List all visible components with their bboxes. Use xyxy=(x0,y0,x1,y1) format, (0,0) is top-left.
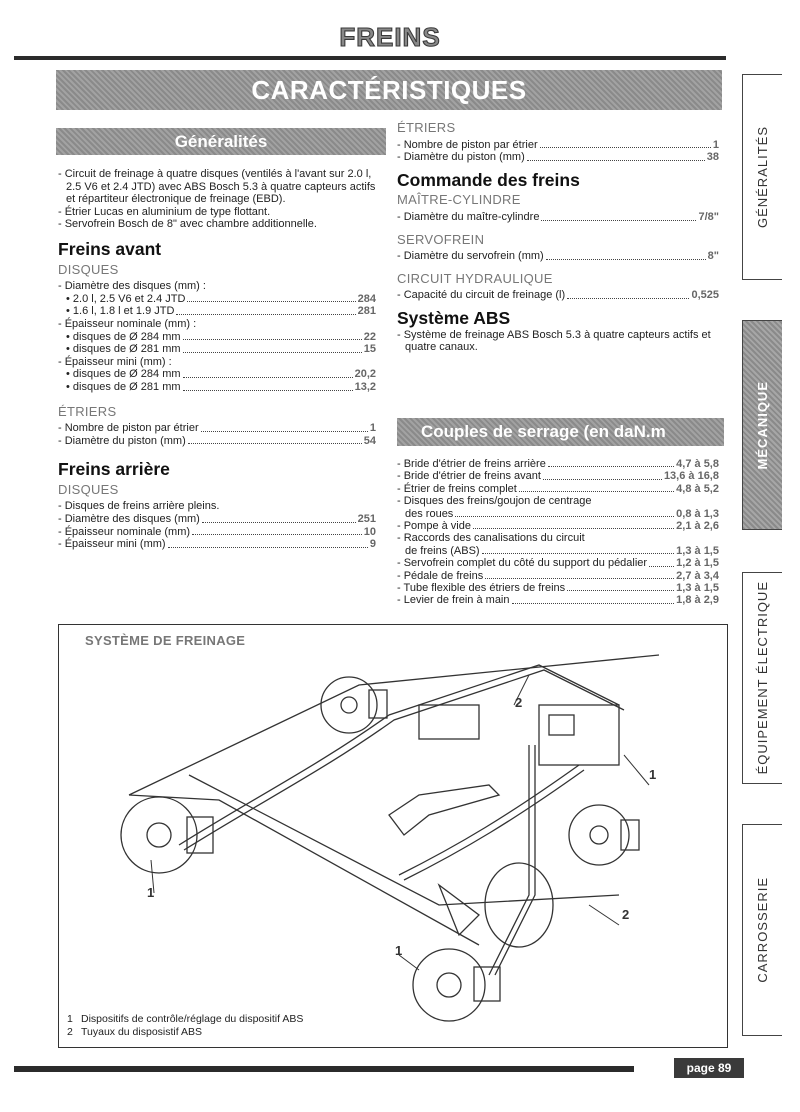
dot-leader xyxy=(168,547,368,548)
rear-right-caliper xyxy=(621,820,639,850)
spec-row xyxy=(397,594,719,606)
spec-value: 1,3 à 1,5 xyxy=(676,582,719,595)
dot-leader xyxy=(527,160,705,161)
legend-item: 2 Tuyaux du disposistif ABS xyxy=(67,1026,203,1038)
freins-arriere-heading: Freins arrière xyxy=(58,459,170,480)
abs-heading: Système ABS xyxy=(397,307,511,328)
spec-label: - Épaisseur mini (mm) xyxy=(58,538,166,551)
dot-leader xyxy=(548,466,674,467)
characteristics-banner: CARACTÉRISTIQUES xyxy=(56,70,722,110)
spec-row xyxy=(397,470,719,482)
dot-leader xyxy=(201,431,368,432)
spec-value: 20,2 xyxy=(354,368,376,381)
dot-leader xyxy=(473,528,674,529)
tab-label: MÉCANIQUE xyxy=(755,380,770,470)
page-number: page 89 xyxy=(674,1058,744,1078)
spec-value: 9 xyxy=(369,538,376,551)
spec-row xyxy=(397,570,719,582)
spec-label: - Bride d'étrier de freins arrière xyxy=(397,458,546,470)
maitre-cylindre-heading: MAÎTRE-CYLINDRE xyxy=(397,192,521,208)
spec-row xyxy=(397,545,719,557)
spec-label: • 2.0 l, 2.5 V6 et 2.4 JTD xyxy=(66,292,186,305)
rear-right-disc xyxy=(569,805,629,865)
dot-leader xyxy=(183,390,353,391)
spec-value: 38 xyxy=(706,151,719,164)
spec-row xyxy=(58,343,376,356)
generalites-item: - Servofrein Bosch de 8" avec chambre additionnelle. xyxy=(58,218,317,231)
freins-arriere-disques-list xyxy=(58,500,376,550)
freins-arriere-disques-heading: DISQUES xyxy=(58,481,119,497)
spec-row xyxy=(397,532,719,544)
spec-row xyxy=(58,305,376,318)
spec-value: 281 xyxy=(357,305,376,318)
commande-heading: Commande des freins xyxy=(397,169,580,190)
spec-label: - Bride d'étrier de freins avant xyxy=(397,470,541,483)
spec-label: • disques de Ø 281 mm xyxy=(66,343,181,356)
spec-value: 1 xyxy=(369,422,376,435)
dot-leader xyxy=(567,298,689,299)
spec-row xyxy=(58,280,376,293)
right-column xyxy=(397,122,719,354)
dot-leader xyxy=(482,553,675,554)
tab-label: CARROSSERIE xyxy=(755,877,770,983)
spec-row xyxy=(397,458,719,470)
dot-leader xyxy=(188,443,362,444)
dot-leader xyxy=(176,314,355,315)
spec-value: 4,8 à 5,2 xyxy=(676,482,719,495)
tab-equipement-electrique[interactable] xyxy=(742,572,782,784)
spec-value: 15 xyxy=(363,343,376,356)
brake-pedal xyxy=(439,885,479,935)
circuit-list xyxy=(397,289,719,302)
callout-label: 2 xyxy=(515,695,523,710)
tab-label: GÉNÉRALITÉS xyxy=(755,125,770,229)
legend-item: 1 Dispositifs de contrôle/réglage du dispositif ABS xyxy=(67,1013,304,1025)
dot-leader xyxy=(567,590,674,591)
figure-legend xyxy=(67,1013,303,1039)
spec-row xyxy=(58,513,376,526)
dot-leader xyxy=(183,352,362,353)
dot-leader xyxy=(183,339,362,340)
arriere-etriers-heading: ÉTRIERS xyxy=(397,120,456,135)
dot-leader xyxy=(519,491,674,492)
spec-label: - Étrier de freins complet xyxy=(397,482,517,495)
spec-row xyxy=(397,520,719,532)
left-column xyxy=(58,168,376,551)
spec-row xyxy=(58,381,376,394)
spec-value: 2,7 à 3,4 xyxy=(676,569,719,582)
spec-row xyxy=(58,500,376,513)
tab-generalites[interactable] xyxy=(742,74,782,280)
generalites-item: - Circuit de freinage à quatre disques (ventilés à l'avant sur 2.0 l, 2.5 V6 et 2.4 JTD) avec ABS Bosch 5.3 à quatre capteurs actifs et répartiteur électronique de freinage (EBD). xyxy=(58,168,376,206)
dot-leader xyxy=(540,147,711,148)
spec-row xyxy=(58,356,376,369)
spec-value: 1 xyxy=(712,138,719,151)
spec-row xyxy=(397,139,719,152)
spec-value: 22 xyxy=(363,330,376,343)
spec-row xyxy=(397,483,719,495)
spec-label: - Diamètre des disques (mm) xyxy=(58,513,200,526)
dot-leader xyxy=(543,479,662,480)
maitre-cylindre-list xyxy=(397,211,719,224)
brake-system-diagram xyxy=(59,645,727,1025)
spec-label: - Diamètre du piston (mm) xyxy=(397,151,525,164)
spec-label: - Servofrein complet du côté du support du pédalier xyxy=(397,557,648,570)
spec-label: de freins (ABS) xyxy=(405,544,480,557)
spec-value: 4,7 à 5,8 xyxy=(676,458,719,470)
dot-leader xyxy=(202,522,356,523)
callout-label: 1 xyxy=(649,767,657,782)
tab-label: ÉQUIPEMENT ÉLECTRIQUE xyxy=(755,581,770,775)
callout-label: 2 xyxy=(622,907,630,922)
spec-value: 8" xyxy=(707,250,719,263)
spec-row xyxy=(58,331,376,344)
dot-leader xyxy=(192,534,362,535)
dot-leader xyxy=(546,259,706,260)
spec-label: - Disques de freins arrière pleins. xyxy=(58,500,220,513)
dot-leader xyxy=(455,516,674,517)
spec-row xyxy=(58,293,376,306)
spec-row xyxy=(397,250,719,263)
spec-row xyxy=(397,582,719,594)
page-header xyxy=(0,22,780,53)
freins-avant-disques-heading: DISQUES xyxy=(58,261,119,277)
spec-value: 2,1 à 2,6 xyxy=(676,520,719,533)
spec-value: 251 xyxy=(357,513,376,526)
spec-label: - Levier de frein à main xyxy=(397,594,510,607)
spec-value: 1,2 à 1,5 xyxy=(676,557,719,570)
spec-row xyxy=(58,318,376,331)
dot-leader xyxy=(187,301,355,302)
tab-carrosserie[interactable] xyxy=(742,824,782,1036)
spec-label: - Tube flexible des étriers de freins xyxy=(397,582,566,595)
brake-system-figure xyxy=(58,624,728,1048)
freins-avant-etriers-list xyxy=(58,422,376,447)
spec-label: - Épaisseur mini (mm) : xyxy=(58,355,172,368)
spec-label: - Diamètre du maître-cylindre xyxy=(397,210,540,223)
spec-row xyxy=(58,368,376,381)
spec-label: • 1.6 l, 1.8 l et 1.9 JTD xyxy=(66,305,175,318)
dot-leader xyxy=(649,566,674,567)
spec-value: 7/8" xyxy=(698,210,719,223)
arriere-etriers-list xyxy=(397,139,719,164)
dot-leader xyxy=(183,377,353,378)
spec-row xyxy=(397,495,719,507)
torque-list xyxy=(397,458,719,607)
spec-value: 0,8 à 1,3 xyxy=(676,507,719,520)
brake-fluid-reservoir xyxy=(419,705,479,739)
spec-value: 13,2 xyxy=(354,380,376,393)
spec-label: des roues xyxy=(405,507,454,520)
handbrake-lever xyxy=(389,785,499,835)
abs-text: - Système de freinage ABS Bosch 5.3 à quatre capteurs actifs et quatre canaux. xyxy=(397,328,711,354)
spec-row xyxy=(58,422,376,435)
dot-leader xyxy=(541,220,696,221)
couples-banner: Couples de serrage (en daN.m xyxy=(397,418,724,446)
spec-label: • disques de Ø 281 mm xyxy=(66,380,181,393)
top-rule xyxy=(14,56,726,60)
spec-value: 284 xyxy=(357,292,376,305)
spec-row xyxy=(397,557,719,569)
spec-label: - Nombre de piston par étrier xyxy=(397,138,538,151)
spec-row xyxy=(397,508,719,520)
servofrein-list xyxy=(397,250,719,263)
servofrein-heading: SERVOFREIN xyxy=(397,231,485,247)
generalites-item: - Étrier Lucas en aluminium de type flottant. xyxy=(58,205,271,218)
freins-avant-disques-list xyxy=(58,280,376,393)
spec-row xyxy=(58,526,376,539)
spec-label: - Diamètre des disques (mm) : xyxy=(58,280,206,293)
rear-left-caliper xyxy=(369,690,387,718)
dot-leader xyxy=(512,603,675,604)
spec-label: - Disques des freins/goujon de centrage xyxy=(397,495,592,508)
spec-value: 54 xyxy=(363,434,376,447)
page-title: FREINS xyxy=(339,22,441,52)
spec-value: 10 xyxy=(363,525,376,538)
spec-label: - Pédale de freins xyxy=(397,569,484,582)
spec-label: - Diamètre du piston (mm) xyxy=(58,434,186,447)
front-left-disc xyxy=(121,797,197,873)
spec-row xyxy=(397,289,719,302)
bottom-rule xyxy=(14,1066,634,1072)
spec-label: - Pompe à vide xyxy=(397,520,471,533)
dot-leader xyxy=(485,578,674,579)
spec-label: - Raccords des canalisations du circuit xyxy=(397,532,585,545)
tab-mecanique[interactable] xyxy=(742,320,782,530)
generalites-banner: Généralités xyxy=(56,128,386,155)
spec-value: 0,525 xyxy=(691,289,719,302)
spec-label: - Capacité du circuit de freinage (l) xyxy=(397,289,566,302)
spec-row xyxy=(58,435,376,448)
servo-booster xyxy=(485,863,553,947)
spec-row xyxy=(58,538,376,551)
spec-label: - Diamètre du servofrein (mm) xyxy=(397,250,544,263)
callout-label: 1 xyxy=(147,885,155,900)
spec-row xyxy=(397,151,719,164)
spec-value: 1,8 à 2,9 xyxy=(676,594,719,607)
callout-label: 1 xyxy=(395,943,403,958)
freins-avant-etriers-heading: ÉTRIERS xyxy=(58,403,117,419)
generalites-list xyxy=(58,168,376,231)
spec-value: 1,3 à 1,5 xyxy=(676,544,719,557)
spec-value: 13,6 à 16,8 xyxy=(663,470,719,483)
freins-avant-heading: Freins avant xyxy=(58,238,162,259)
spec-label: • disques de Ø 284 mm xyxy=(66,368,181,381)
section-tabs xyxy=(742,0,782,1112)
spec-label: • disques de Ø 284 mm xyxy=(66,330,181,343)
spec-label: - Épaisseur nominale (mm) xyxy=(58,525,191,538)
spec-label: - Épaisseur nominale (mm) : xyxy=(58,317,197,330)
spec-label: - Nombre de piston par étrier xyxy=(58,422,199,435)
spec-row xyxy=(397,211,719,224)
circuit-heading: CIRCUIT HYDRAULIQUE xyxy=(397,270,553,286)
figure-title: SYSTÈME DE FREINAGE xyxy=(85,633,246,648)
